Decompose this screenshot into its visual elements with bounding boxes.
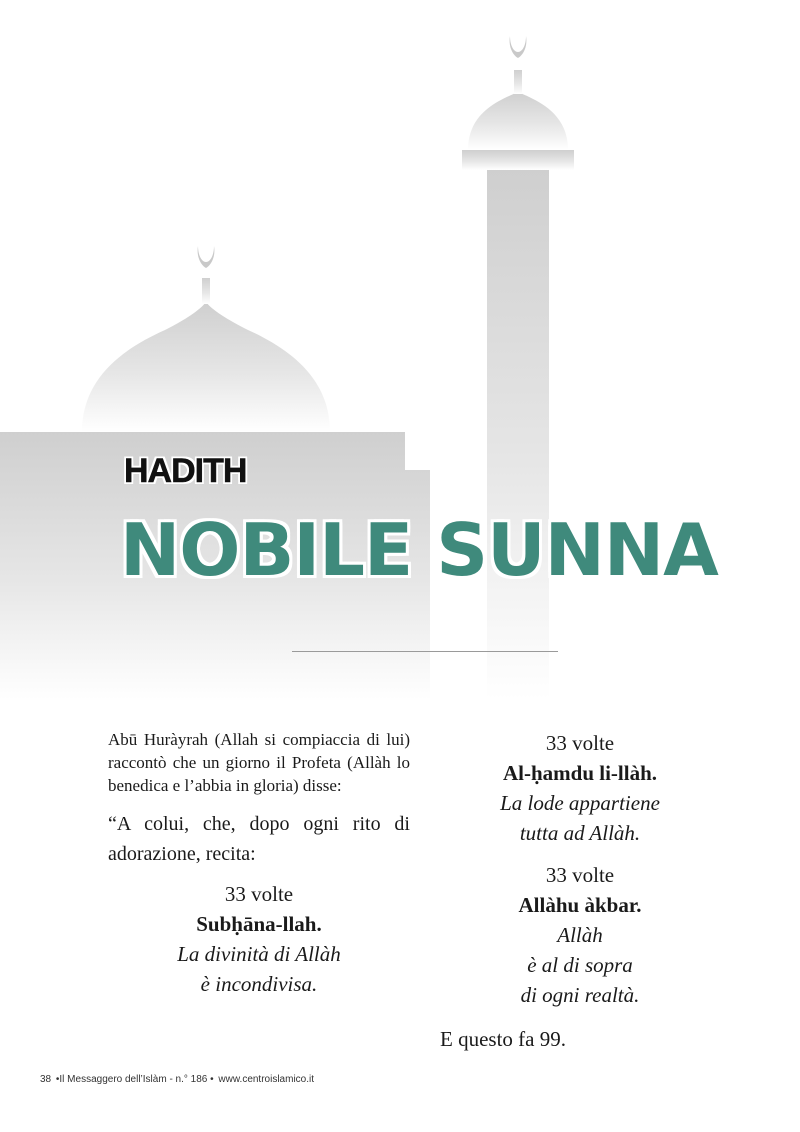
arabic-phrase: Allàhu àkbar. [518, 893, 642, 917]
website-link[interactable]: www.centroislamico.it [218, 1074, 315, 1085]
quote-opening: “A colui, che, dopo ogni rito di adorazione, recita: [108, 813, 410, 865]
repeat-count: 33 volte [545, 731, 615, 755]
repeat-count: 33 volte [545, 863, 615, 887]
page-title: NOBILE SUNNA [120, 508, 718, 592]
translation-line: è al di sopra [527, 953, 633, 977]
arabic-phrase: Al-ḥamdu li-llàh. [502, 761, 658, 785]
page-footer [40, 1074, 316, 1085]
translation-line: La divinità di Allàh [177, 942, 341, 966]
closing-line: E questo fa 99. [440, 1027, 566, 1051]
arabic-phrase: Subḥāna-llah. [196, 912, 322, 936]
right-column [440, 728, 720, 1054]
dhikr-block [440, 860, 720, 1010]
translation-line: tutta ad Allàh. [519, 821, 641, 845]
translation-line: Allàh [557, 923, 603, 947]
section-kicker: HADITH [124, 452, 247, 490]
magazine-name: •Il Messaggero dell’Islàm - n.° 186 • [55, 1074, 214, 1085]
intro-paragraph: Abū Huràyrah (Allah si compiaccia di lui) raccontò che un giorno il Profeta (Allàh lo benedica e l’abbia in gloria) disse: [108, 730, 410, 795]
crescent-finial-icon [510, 36, 527, 58]
dhikr-block [440, 728, 720, 848]
page-number: 38 [40, 1074, 52, 1085]
translation-line: La lode appartiene [500, 791, 660, 815]
repeat-count: 33 volte [224, 882, 294, 906]
left-column [108, 728, 410, 999]
divider [292, 651, 558, 652]
dhikr-block [108, 879, 410, 999]
translation-line: di ogni realtà. [520, 983, 640, 1007]
translation-line: è incondivisa. [200, 972, 318, 996]
